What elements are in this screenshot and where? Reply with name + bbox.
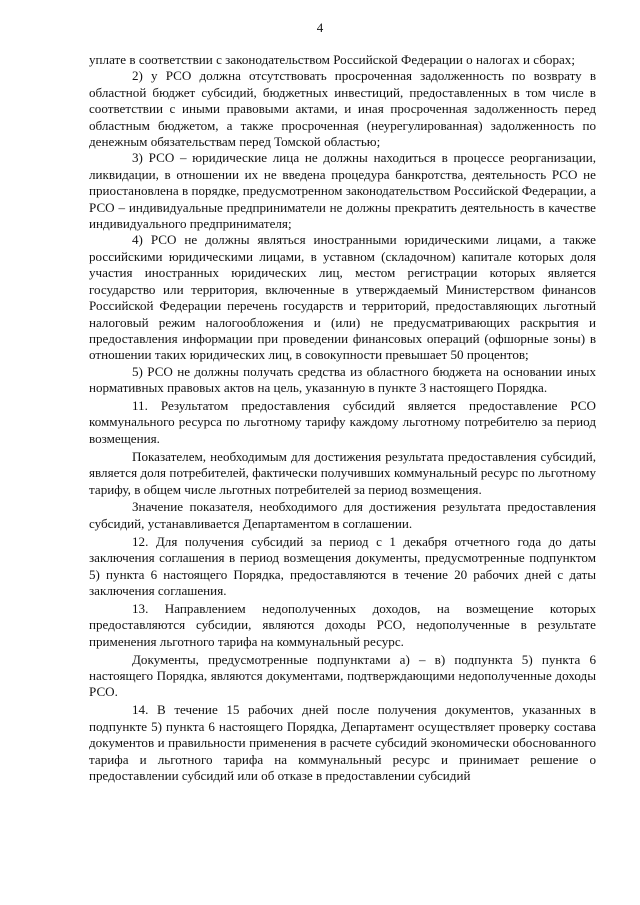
paragraph-item-2: 2) у РСО должна отсутствовать просроченная задолженность по возврату в областной бюджет субсидий, бюджетных инвестиций, предоставленных в том числе в соответствии с иными правовыми актами, и иная просроченная задолженность перед областным бюджетом, а также просроченная (неурегулированная) задолженность по денежным обязательствам перед Томской областью;: [89, 68, 596, 150]
paragraph-clause-11: 11. Результатом предоставления субсидий является предоставление РСО коммунального ресурса по льготному тарифу каждому льготному потребителю за период возмещения.: [89, 398, 596, 446]
paragraph-indicator-value: Значение показателя, необходимого для достижения результата предоставления субсидий, устанавливается Департаментом в соглашении.: [89, 499, 596, 531]
paragraph-clause-12: 12. Для получения субсидий за период с 1 декабря отчетного года до даты заключения соглашения в период возмещения документы, предусмотренные подпунктом 5) пункта 6 настоящего Порядка, предоставляются в течение 20 рабочих дней с даты заключения соглашения.: [89, 533, 596, 598]
paragraph-clause-13: 13. Направлением недополученных доходов, на возмещение которых предоставляются субсидии, являются доходы РСО, недополученные в результате применения льготного тарифа на коммунальный ресурс.: [89, 600, 596, 649]
paragraph-documents: Документы, предусмотренные подпунктами а) – в) подпункта 5) пункта 6 настоящего Порядка, являются документами, подтверждающими недополученные доходы РСО.: [89, 651, 596, 700]
paragraph-item-4: 4) РСО не должны являться иностранными юридическими лицами, а также российскими юридическими лицами, в уставном (складочном) капитале которых доля участия иностранных юридических лиц, местом регистрации которых является государство или территория, включенные в утверждаемый Министерством финансов Российской Федерации перечень государств и территорий, предоставляющих льготный налоговый режим налогообложения и (или) не предусматривающих раскрытия и предоставления информации при проведении финансовых операций (офшорные зоны) в отношении таких юридических лиц, в совокупности превышает 50 процентов;: [89, 232, 596, 363]
paragraph-clause-14: 14. В течение 15 рабочих дней после получения документов, указанных в подпункте 5) пункта 6 настоящего Порядка, Департамент осуществляет проверку состава документов и правильности применения в расчете субсидий экономически обоснованного тарифа и льготного тарифа на коммунальный ресурс и принимает решение о предоставлении субсидий или об отказе в предоставлении субсидий: [89, 702, 596, 783]
paragraph-continuation: уплате в соответствии с законодательством Российской Федерации о налогах и сборах;: [89, 52, 575, 67]
paragraph-indicator: Показателем, необходимым для достижения результата предоставления субсидий, является доля потребителей, фактически получивших коммунальный ресурс по льготному тарифу, в общем числе льготных потребителей за период возмещения.: [89, 448, 596, 497]
page-number: 4: [316, 20, 324, 35]
paragraph-item-5: 5) РСО не должны получать средства из областного бюджета на основании иных нормативных правовых актов на цель, указанную в пункте 3 настоящего Порядка.: [89, 363, 596, 396]
paragraph-item-3: 3) РСО – юридические лица не должны находиться в процессе реорганизации, ликвидации, в отношении их не введена процедура банкротства, деятельность РСО не приостановлена в порядке, предусмотренном законодательством Российской Федерации, а РСО – индивидуальные предприниматели не должны прекратить деятельность в качестве индивидуального предпринимателя;: [89, 150, 596, 232]
document-body: [89, 52, 596, 784]
